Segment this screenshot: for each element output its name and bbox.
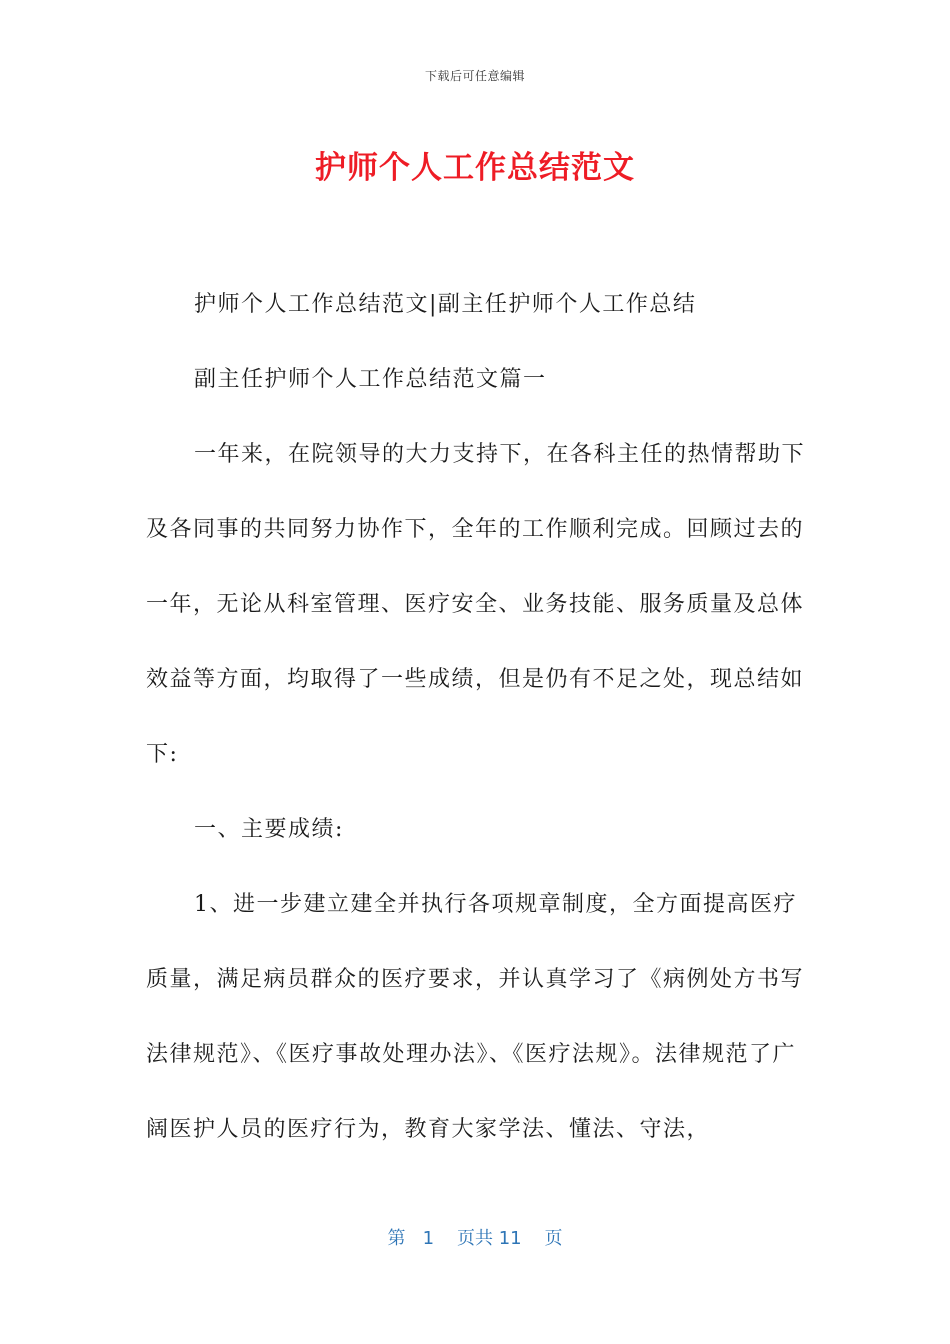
footer-middle: 页共	[456, 1228, 493, 1249]
footer-current-page: 1	[422, 1228, 435, 1249]
document-title: 护师个人工作总结范文	[315, 150, 635, 186]
paragraph-section-heading: 副主任护师个人工作总结范文篇一	[194, 367, 547, 392]
document-body	[146, 267, 806, 1167]
paragraph-intro: 一年来，在院领导的大力支持下，在各科主任的热情帮助下及各同事的共同努力协作下，全年的工作顺利完成。回顾过去的一年，无论从科室管理、医疗安全、业务技能、服务质量及总体效益等方面，均取得了一些成绩，但是仍有不足之处，现总结如下:	[146, 442, 806, 767]
footer-prefix: 第	[387, 1228, 406, 1249]
footer-suffix: 页	[544, 1228, 563, 1249]
page-footer	[0, 1224, 950, 1250]
paragraph-main-achievements-heading: 一、主要成绩:	[194, 817, 344, 842]
page-header-note: 下载后可任意编辑	[424, 69, 525, 83]
paragraph-subtitle: 护师个人工作总结范文|副主任护师个人工作总结	[194, 292, 697, 317]
footer-total-pages: 11	[498, 1228, 522, 1249]
paragraph-item-1: 1、进一步建立建全并执行各项规章制度，全方面提高医疗质量，满足病员群众的医疗要求，并认真学习了《病例处方书写法律规范》、《医疗事故处理办法》、《医疗法规》。法律规范了广阔医护人员的医疗行为，教育大家学法、懂法、守法，	[146, 892, 805, 1142]
